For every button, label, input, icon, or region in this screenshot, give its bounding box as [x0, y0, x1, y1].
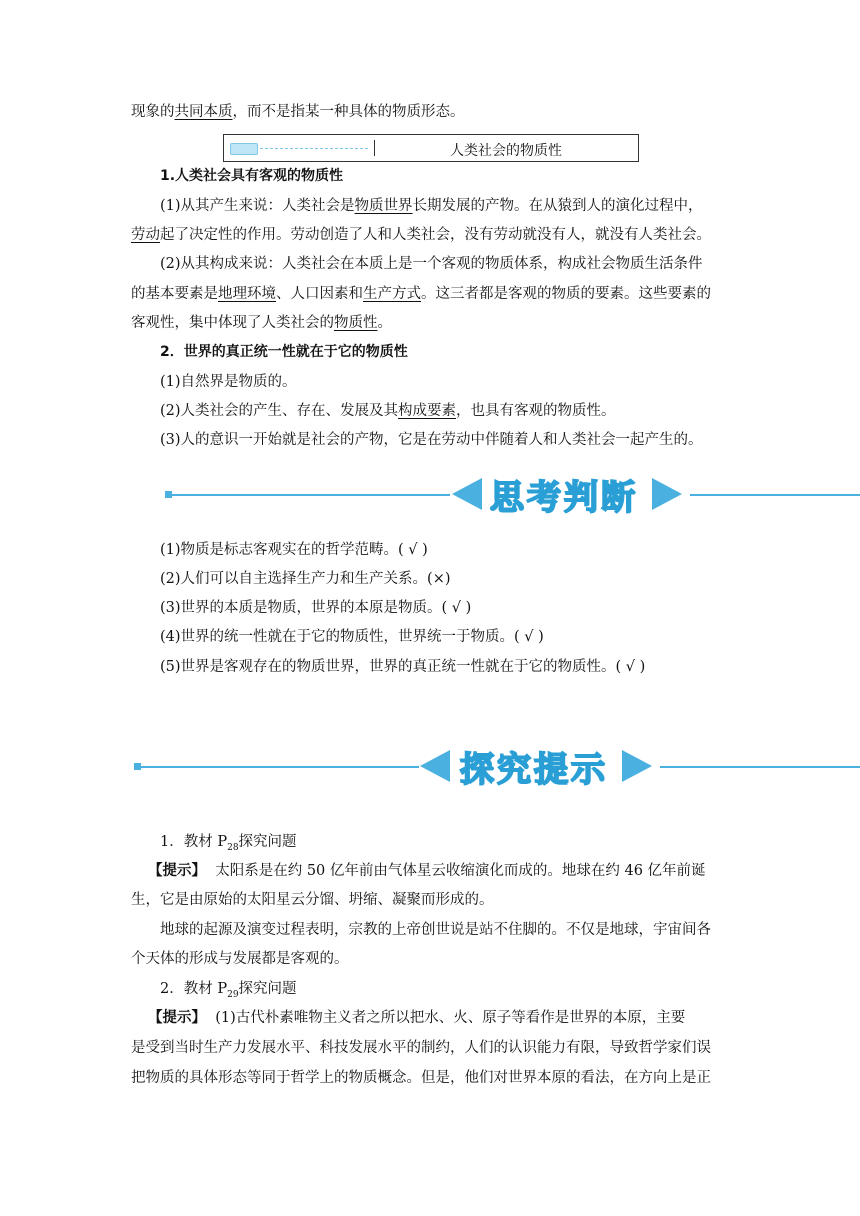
- hint1-line2: 生，它是由原始的太阳星云分馏、坍缩、凝聚而形成的。: [131, 892, 494, 908]
- heading-1: 1.人类社会具有客观的物质性: [160, 168, 344, 184]
- dashed-arrow-icon: [260, 148, 368, 149]
- hint1-line4: 个天体的形成与发展都是客观的。: [131, 951, 349, 967]
- statement-3: (3)人的意识一开始就是社会的产物，它是在劳动中伴随着人和人类社会一起产生的。: [160, 432, 703, 448]
- triangle-right-icon: [652, 478, 682, 510]
- hint-label: 【提示】: [148, 1010, 206, 1026]
- statement-1: (1)自然界是物质的。: [160, 374, 297, 390]
- heading-2: 2．世界的真正统一性就在于它的物质性: [160, 344, 408, 360]
- banner-title: 探究提示: [460, 750, 608, 790]
- judgment-4: (4)世界的统一性就在于它的物质性，世界统一于物质。( √ ): [160, 629, 544, 645]
- triangle-right-icon: [622, 750, 652, 782]
- knowledge-tag: [228, 140, 375, 156]
- hint2-line1: 【提示】 (1)古代朴素唯物主义者之所以把水、火、原子等看作是世界的本原，主要: [148, 1010, 686, 1026]
- hint2-line2: 是受到当时生产力发展水平、科技发展水平的制约，人们的认识能力有限，导致哲学家们误: [131, 1040, 711, 1056]
- knowledge-tag-icon: [230, 143, 258, 155]
- section-title-box: [223, 134, 639, 162]
- section-title: 人类社会的物质性: [450, 143, 562, 159]
- para2-line2: 的基本要素是地理环境、人口因素和生产方式。这三者都是客观的物质的要素。这些要素的: [131, 286, 711, 302]
- para1-line2: 劳动起了决定性的作用。劳动创造了人和人类社会，没有劳动就没有人，就没有人类社会。: [131, 227, 711, 243]
- hint1-line3: 地球的起源及演变过程表明，宗教的上帝创世说是站不住脚的。不仅是地球，宇宙间各: [160, 922, 711, 938]
- intro-text: 现象的: [131, 104, 175, 120]
- judgment-5: (5)世界是客观存在的物质世界，世界的真正统一性就在于它的物质性。( √ ): [160, 659, 646, 675]
- judgment-1: (1)物质是标志客观实在的哲学范畴。( √ ): [160, 542, 428, 558]
- para2-line1: (2)从其构成来说：人类社会在本质上是一个客观的物质体系，构成社会物质生活条件: [160, 256, 703, 272]
- hint2-line3: 把物质的具体形态等同于哲学上的物质概念。但是，他们对世界本原的看法，在方向上是正: [131, 1070, 711, 1086]
- statement-2: (2)人类社会的产生、存在、发展及其构成要素，也具有客观的物质性。: [160, 403, 616, 419]
- banner-dot-icon: [165, 491, 172, 498]
- hint-label: 【提示】: [148, 863, 206, 879]
- banner-title: 思考判断: [490, 478, 638, 518]
- intro-text-end: ，而不是指某一种具体的物质形态。: [232, 104, 465, 120]
- banner-dot-icon: [134, 763, 141, 770]
- banner-think-judge: [0, 474, 860, 518]
- intro-underlined-term: 共同本质: [174, 104, 233, 120]
- question-2: 2．教材 $P_{29}$探究问题: [160, 981, 297, 1000]
- triangle-left-icon: [420, 750, 450, 782]
- question-1: 1．教材 $P_{28}$探究问题: [160, 834, 297, 853]
- hint1-line1: 【提示】 太阳系是在约 50 亿年前由气体星云收缩演化而成的。地球在约 46 亿年前诞: [148, 863, 706, 879]
- para1-line1: (1)从其产生来说：人类社会是物质世界长期发展的产物。在从猿到人的演化过程中，: [160, 198, 703, 214]
- banner-explore-hint: [0, 746, 860, 790]
- judgment-2: (2)人们可以自主选择生产力和生产关系。(×): [160, 571, 451, 587]
- intro-line: [131, 102, 465, 122]
- para2-line3: 客观性，集中体现了人类社会的物质性。: [131, 315, 392, 331]
- triangle-left-icon: [452, 478, 482, 510]
- judgment-3: (3)世界的本质是物质，世界的本原是物质。( √ ): [160, 600, 472, 616]
